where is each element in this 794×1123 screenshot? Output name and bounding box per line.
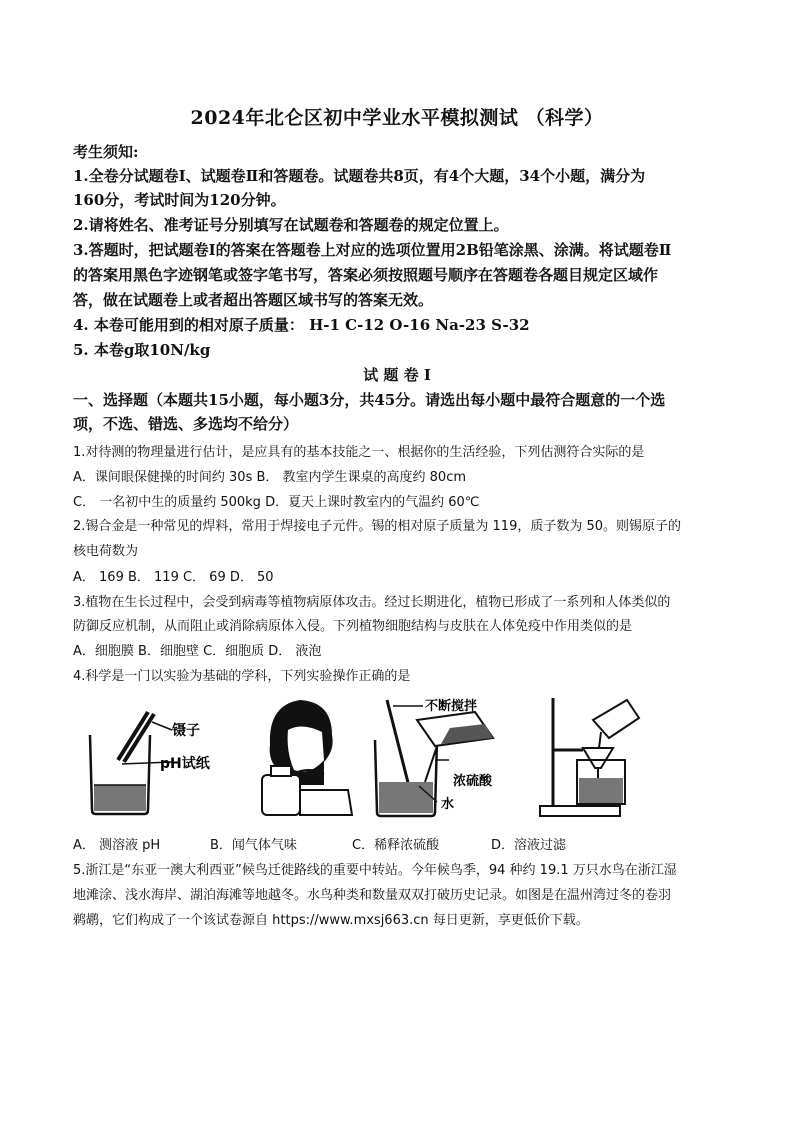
ph-paper-label: pH试纸	[160, 756, 210, 772]
notice-line: 5. 本卷g取10N/kg	[73, 341, 211, 359]
part-heading: 一、选择题（本题共15小题，每小题3分，共45分。请选出每小题中最符合题意的一个选	[73, 391, 666, 409]
question-3-stem: 防御反应机制，从而阻止或消除病原体入侵。下列植物细胞结构与皮肤在人体免疫中作用类似的是	[73, 619, 633, 634]
question-5-stem: 5.浙江是“东亚一澳大利西亚”候鸟迁徙路线的重要中转站。今年候鸟季，94 种约 19.1 万只水鸟在浙江湿	[73, 863, 677, 878]
notice-line: 2.请将姓名、准考证号分别填写在试题卷和答题卷的规定位置上。	[73, 216, 509, 234]
part-heading: 项，不选、错选、多选均不给分）	[73, 415, 299, 433]
question-1-stem: 1.对待测的物理量进行估计，是应具有的基本技能之一、根据你的生活经验，下列估测符合实际的是	[73, 445, 645, 460]
option-d-caption: D．溶液过滤	[491, 838, 567, 853]
question-2-options: A． 169 B． 119 C． 69 D． 50	[73, 570, 274, 585]
acid-label: 浓硫酸	[453, 774, 493, 789]
smell-gas-figure	[240, 690, 370, 820]
question-1-options: C． 一名初中生的质量约 500kg D．夏天上课时教室内的气温约 60℃	[73, 495, 480, 510]
question-1-options: A．课间眼保健操的时间约 30s B． 教室内学生课桌的高度约 80cm	[73, 470, 467, 485]
stir-label: 不断搅拌	[425, 699, 478, 714]
question-2-stem: 核电荷数为	[73, 544, 139, 559]
question-4-figures	[70, 690, 730, 820]
question-5-stem: 鹈鹕，它们构成了一个该试卷源自 https://www.mxsj663.cn 每日更新，享更低价下载。	[73, 913, 589, 928]
option-c-caption: C．稀释浓硫酸	[352, 838, 440, 853]
filtration-figure	[535, 690, 655, 820]
page-title: 2024年北仑区初中学业水平模拟测试 （科学）	[190, 107, 604, 129]
option-a-caption: A． 测溶液 pH	[73, 838, 161, 853]
notice-line: 答，做在试题卷上或者超出答题区域书写的答案无效。	[73, 291, 434, 309]
question-2-stem: 2.锡合金是一种常见的焊料，常用于焊接电子元件。锡的相对原子质量为 119，质子数为 50。则锡原子的	[73, 519, 682, 534]
question-5-stem: 地滩涂、浅水海岸、湖泊海滩等地越冬。水鸟种类和数量双双打破历史记录。如图是在温州湾过冬的卷羽	[73, 888, 672, 903]
notice-line: 的答案用黑色字迹钢笔或签字笔书写，答案必须按照题号顺序在答题卷各题目规定区域作	[73, 266, 659, 284]
question-3-options: A．细胞膜 B．细胞壁 C．细胞质 D． 液泡	[73, 644, 322, 659]
notice-line: 3.答题时，把试题卷Ⅰ的答案在答题卷上对应的选项位置用2B铅笔涂黑、涂满。将试题卷Ⅱ	[73, 241, 672, 259]
section-title: 试 题 卷 Ⅰ	[363, 366, 431, 384]
water-label: 水	[441, 797, 455, 812]
notice-heading: 考生须知:	[73, 143, 139, 161]
notice-line: 4. 本卷可能用到的相对原子质量： H-1 C-12 O-16 Na-23 S-32	[73, 316, 530, 334]
option-b-caption: B．闻气体气味	[210, 838, 297, 853]
tweezers-label: 镊子	[172, 723, 200, 739]
notice-line: 1.全卷分试题卷Ⅰ、试题卷Ⅱ和答题卷。试题卷共8页，有4个大题，34个小题，满分为	[73, 167, 646, 185]
ph-test-figure	[80, 690, 240, 820]
dilute-acid-figure	[365, 690, 540, 820]
question-4-stem: 4.科学是一门以实验为基础的学科，下列实验操作正确的是	[73, 669, 411, 684]
notice-line: 160分，考试时间为120分钟。	[73, 191, 286, 209]
question-3-stem: 3.植物在生长过程中，会受到病毒等植物病原体攻击。经过长期进化，植物已形成了一系列和人体类似的	[73, 595, 671, 610]
